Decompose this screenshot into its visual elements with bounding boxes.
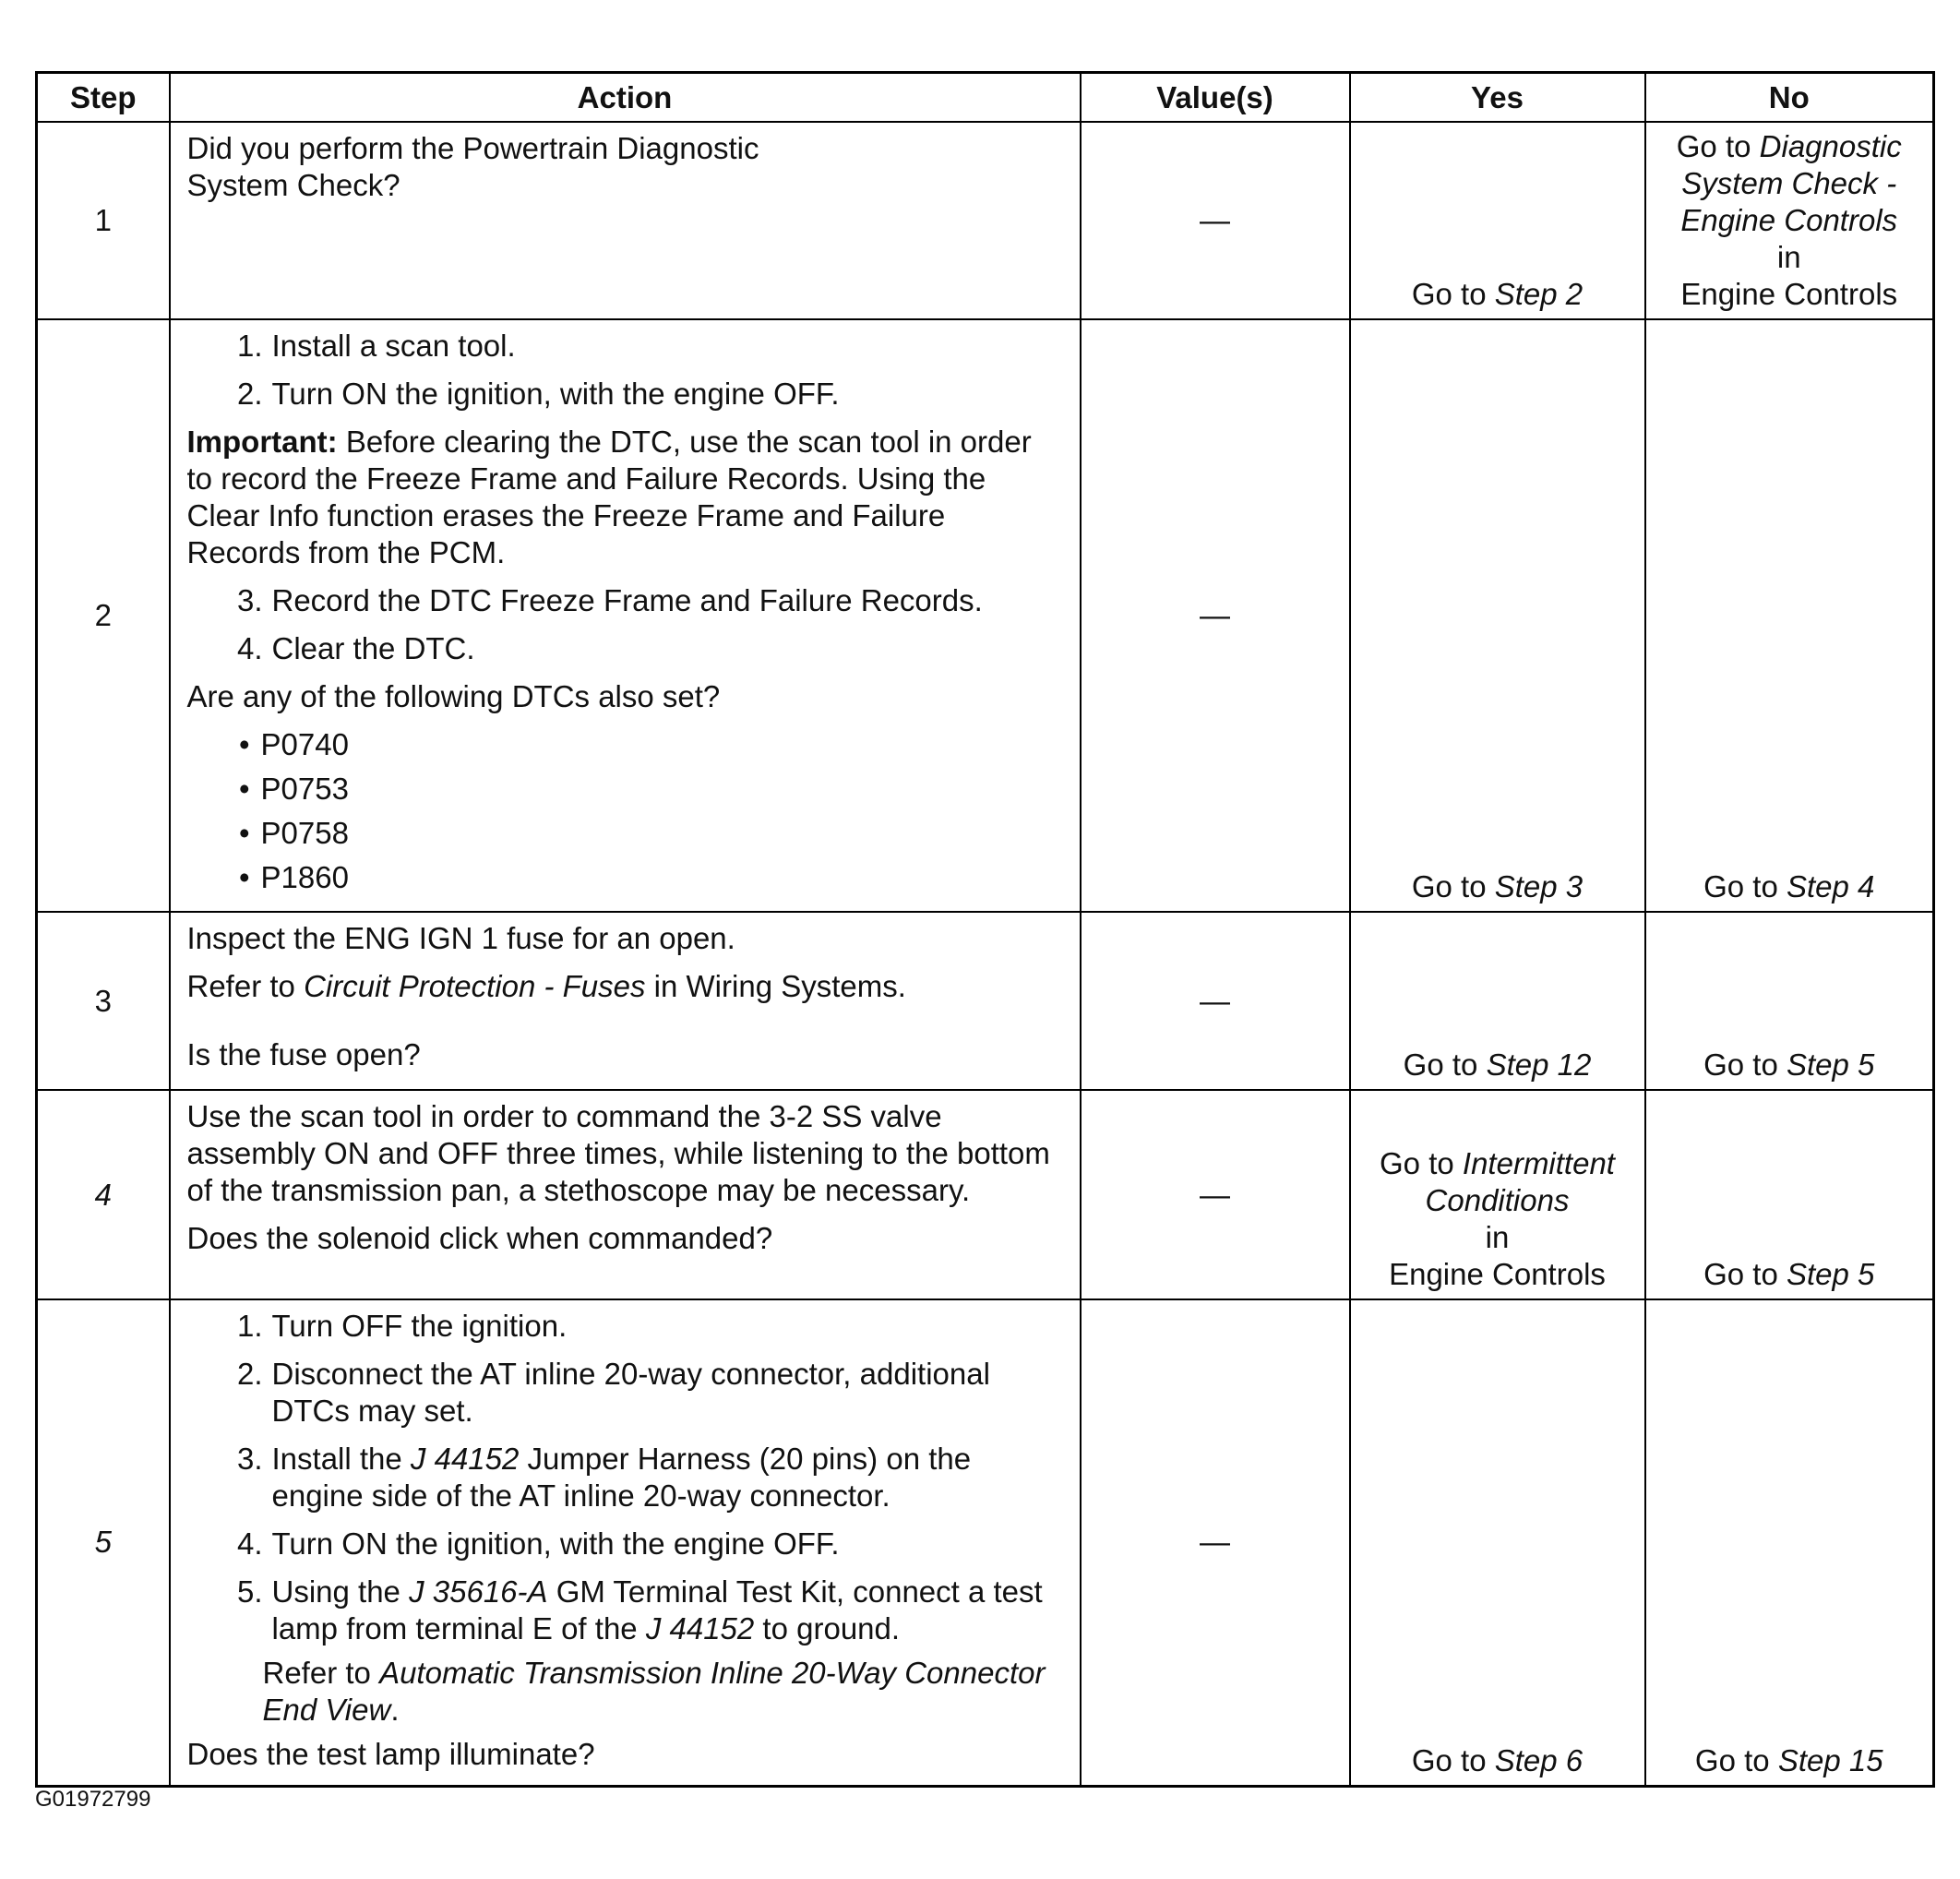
yes-cell	[1350, 1090, 1645, 1299]
list-item: 1. Turn OFF the ignition.	[236, 1309, 568, 1343]
reference-link[interactable]: Automatic Transmission Inline 20-Way Connector End View	[262, 1656, 1046, 1727]
no-cell	[1645, 912, 1934, 1090]
refer-text: Refer to Circuit Protection - Fuses in Wiring Systems.	[186, 969, 906, 1003]
important-note	[187, 424, 1063, 571]
step-link[interactable]: Step 12	[1486, 1047, 1592, 1082]
in-text: in	[1485, 1220, 1510, 1254]
reference-link[interactable]: Circuit Protection - Fuses	[304, 969, 646, 1003]
numbered-list	[187, 1308, 1063, 1647]
goto-prefix: Go to	[1411, 277, 1495, 311]
goto-prefix: Go to	[1411, 869, 1495, 904]
list-item: 2. Turn ON the ignition, with the engine OFF.	[236, 377, 840, 411]
list-item: 2. Disconnect the AT inline 20-way connector, additional DTCs may set.	[236, 1357, 990, 1428]
list-item: • P0758	[238, 816, 349, 850]
table-row	[37, 1090, 1934, 1299]
header-yes: Yes	[1350, 73, 1645, 123]
yes-cell	[1350, 912, 1645, 1090]
list-item: • P0753	[238, 772, 349, 806]
no-cell	[1645, 122, 1934, 319]
step-number: 4	[37, 1090, 170, 1299]
step-number: 5	[37, 1299, 170, 1786]
header-action: Action	[170, 73, 1081, 123]
step-number: 1	[37, 122, 170, 319]
tool-name: J 44152	[410, 1442, 520, 1476]
tool-name: J 35616-A	[409, 1574, 548, 1609]
step-link[interactable]: Step 6	[1494, 1742, 1584, 1777]
yes-cell	[1350, 122, 1645, 319]
no-cell	[1645, 1299, 1934, 1786]
step-link[interactable]: Step 3	[1494, 869, 1584, 904]
reference-link[interactable]: Intermittent	[1462, 1146, 1615, 1180]
yes-cell	[1350, 319, 1645, 912]
list-item: 4. Clear the DTC.	[236, 631, 475, 665]
yes-cell	[1350, 1299, 1645, 1786]
step-link[interactable]: Step 2	[1494, 277, 1584, 311]
step-link[interactable]: Step 5	[1786, 1047, 1875, 1082]
list-item: 3. Record the DTC Freeze Frame and Failure Records.	[236, 583, 983, 617]
dtc-code: P0758	[260, 816, 349, 850]
goto-prefix: Go to	[1380, 1146, 1463, 1180]
reference-link[interactable]: Diagnostic	[1759, 129, 1902, 163]
goto-prefix: Go to	[1694, 1742, 1778, 1777]
dtc-code: P1860	[260, 860, 349, 894]
list-item: • P1860	[238, 860, 349, 894]
action-cell	[170, 1299, 1081, 1786]
step-link[interactable]: Step 4	[1786, 869, 1875, 904]
header-no: No	[1645, 73, 1934, 123]
tool-name: J 44152	[645, 1611, 755, 1646]
goto-prefix: Go to	[1703, 1047, 1787, 1082]
important-text: Before clearing the DTC, use the scan tool in order to record the Freeze Frame and Failure Records. Using the Clear Info function erases the Freeze Frame and Failure Records from the PCM.	[186, 425, 1032, 569]
action-text: Inspect the ENG IGN 1 fuse for an open.	[186, 921, 735, 955]
action-cell	[170, 1090, 1081, 1299]
goto-prefix: Go to	[1676, 129, 1760, 163]
goto-prefix: Go to	[1703, 1257, 1787, 1291]
list-item: 1. Install a scan tool.	[236, 329, 516, 363]
section-name: Engine Controls	[1680, 277, 1898, 311]
value-cell: —	[1081, 1299, 1350, 1786]
step-number: 3	[37, 912, 170, 1090]
figure-id: G01972799	[35, 1787, 151, 1812]
dtc-list	[187, 726, 1063, 896]
goto-prefix: Go to	[1411, 1742, 1495, 1777]
table-row	[37, 912, 1934, 1090]
reference-link[interactable]: Engine Controls	[1680, 203, 1898, 237]
table-row	[37, 122, 1934, 319]
header-row	[37, 73, 1934, 123]
question-text: Does the test lamp illuminate?	[186, 1737, 595, 1771]
reference-link[interactable]: System Check -	[1681, 166, 1897, 200]
question-text: Does the solenoid click when commanded?	[186, 1221, 773, 1255]
list-item: 3. Install the J 44152 Jumper Harness (20 pins) on the engine side of the AT inline 20-way connector.	[236, 1442, 972, 1513]
list-item: 4. Turn ON the ignition, with the engine OFF.	[236, 1526, 840, 1561]
list-item: 5. Using the J 35616-A GM Terminal Test Kit, connect a test lamp from terminal E of the J 44152 to ground.	[236, 1574, 1043, 1646]
goto-prefix: Go to	[1703, 869, 1787, 904]
action-cell	[170, 122, 1081, 319]
no-cell	[1645, 1090, 1934, 1299]
no-cell	[1645, 319, 1934, 912]
header-step: Step	[37, 73, 170, 123]
step-link[interactable]: Step 5	[1786, 1257, 1875, 1291]
numbered-list	[187, 328, 1063, 413]
numbered-list	[187, 582, 1063, 667]
action-text: Use the scan tool in order to command the 3-2 SS valve assembly ON and OFF three times, while listening to the bottom of the transmission pan, a stethoscope may be necessary.	[186, 1099, 1050, 1207]
diagnostic-table	[35, 71, 1935, 1788]
value-cell: —	[1081, 319, 1350, 912]
step-number: 2	[37, 319, 170, 912]
action-text: System Check?	[186, 168, 400, 202]
value-cell: —	[1081, 122, 1350, 319]
goto-prefix: Go to	[1403, 1047, 1487, 1082]
action-cell	[170, 319, 1081, 912]
header-values: Value(s)	[1081, 73, 1350, 123]
value-cell: —	[1081, 1090, 1350, 1299]
dtc-code: P0740	[260, 727, 349, 761]
in-text: in	[1776, 240, 1801, 274]
value-cell: —	[1081, 912, 1350, 1090]
step-link[interactable]: Step 15	[1777, 1742, 1883, 1777]
table-row	[37, 1299, 1934, 1786]
action-text: Did you perform the Powertrain Diagnostic	[186, 131, 759, 165]
action-cell	[170, 912, 1081, 1090]
refer-text: Refer to Automatic Transmission Inline 20-Way Connector End View.	[262, 1656, 1046, 1727]
reference-link[interactable]: Conditions	[1425, 1183, 1570, 1217]
list-item: • P0740	[238, 727, 349, 761]
dtc-code: P0753	[260, 772, 349, 806]
section-name: Engine Controls	[1389, 1257, 1606, 1291]
question-text: Is the fuse open?	[186, 1037, 421, 1071]
question-text: Are any of the following DTCs also set?	[186, 679, 721, 713]
important-label: Important:	[186, 425, 338, 459]
table-row	[37, 319, 1934, 912]
